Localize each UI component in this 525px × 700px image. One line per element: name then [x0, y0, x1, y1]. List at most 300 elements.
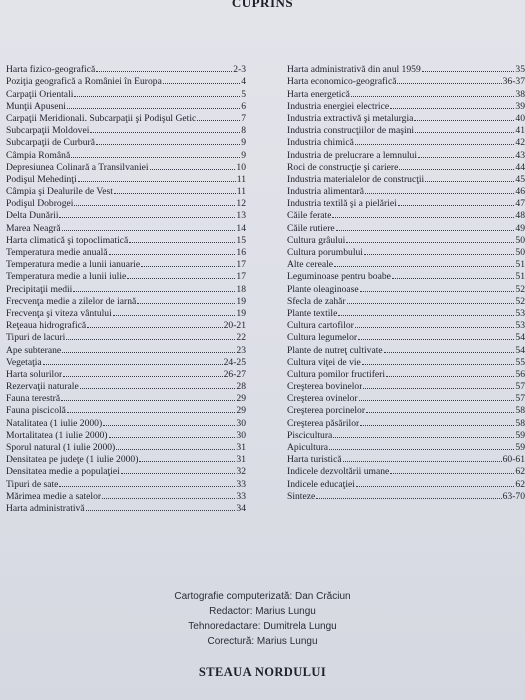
toc-entry-page: 51: [515, 271, 525, 283]
toc-entry-title: Temperatura medie a lunii iulie: [6, 271, 127, 283]
toc-entry-title: Frecvenţa şi viteza vântului: [6, 307, 112, 319]
toc-entry-page: 12: [236, 198, 246, 210]
toc-entry-page: 30: [236, 417, 246, 429]
credit-line-typesetting: Tehnoredactare: Dumitrela Lungu: [188, 621, 337, 632]
dot-leader: [384, 352, 515, 353]
dot-leader: [364, 254, 514, 255]
toc-entry-page: 28: [236, 381, 246, 393]
toc-entry: [287, 295, 525, 307]
toc-entry: [287, 429, 525, 441]
toc-entry-title: Precipitaţii medii: [6, 283, 73, 295]
toc-entry-title: Industria de prelucrare a lemnului: [287, 149, 417, 161]
toc-entry: [287, 246, 525, 258]
toc-entry-title: Harta administrativă: [6, 502, 85, 514]
toc-entry-title: Carpaţii Meridionali. Subcarpaţii şi Podişul Getic: [6, 112, 197, 124]
toc-entry-title: Alte cereale: [287, 259, 334, 271]
dot-leader: [362, 364, 515, 365]
toc-entry: [287, 136, 525, 148]
toc-entry-title: Podişul Mehedinţi: [6, 173, 77, 185]
toc-entry-page: 62: [515, 478, 525, 490]
toc-entry-page: 54: [515, 332, 525, 344]
toc-entry-title: Temperatura medie anuală: [6, 247, 108, 258]
toc-entry: [6, 331, 246, 343]
toc-entry-page: 7: [241, 112, 246, 124]
credit-line-cartography: Cartografie computerizată: Dan Crăciun: [174, 591, 351, 602]
toc-entry-page: 22: [236, 332, 246, 344]
toc-entry-title: Vegetaţia: [6, 356, 42, 368]
toc-entry-page: 47: [515, 198, 525, 210]
toc-entry: [6, 136, 246, 148]
toc-entry-title: Căile rutiere: [287, 222, 335, 234]
dot-leader: [197, 120, 240, 121]
toc-entry-page: 44: [515, 161, 525, 173]
toc-entry-title: Cultura viţei de vie: [287, 356, 361, 368]
toc-entry: [6, 465, 246, 477]
publisher-name: STEAUA NORDULUI: [198, 665, 327, 679]
toc-entry-page: 6: [241, 100, 246, 112]
toc-entry-title: Podişul Dobrogei: [6, 198, 74, 210]
toc-entry-title: Subcarpaţii de Curbură: [6, 137, 95, 149]
dot-leader: [116, 449, 235, 450]
toc-entry-title: Plante textile: [287, 307, 338, 319]
toc-entry: [6, 87, 246, 99]
toc-entry-page: 50: [515, 247, 525, 258]
toc-entry-title: Harta energetică: [287, 88, 350, 100]
credits-block: [0, 589, 525, 649]
dot-leader: [67, 412, 235, 413]
toc-entry-page: 62: [515, 466, 525, 478]
toc-entry: [6, 295, 246, 307]
toc-entry: [6, 453, 246, 465]
dot-leader: [355, 327, 515, 328]
toc-entry: [6, 221, 246, 233]
toc-entry-title: Căile ferate: [287, 210, 332, 222]
toc-entry-page: 16: [236, 247, 246, 258]
toc-entry-page: 2-3: [233, 64, 246, 76]
toc-entry: [287, 441, 525, 453]
toc-entry-title: Plante oleaginoase: [287, 283, 359, 295]
dot-leader: [139, 461, 235, 462]
toc-entry-title: Fauna terestră: [6, 393, 61, 405]
toc-entry: [287, 258, 525, 270]
toc-entry-page: 35: [515, 64, 525, 76]
toc-entry-title: Sfecla de zahăr: [287, 295, 346, 307]
toc-entry-page: 60-61: [502, 454, 525, 466]
toc-entry: [287, 124, 525, 136]
toc-entry: [287, 63, 525, 75]
toc-right-column: [287, 63, 525, 502]
toc-entry: [287, 465, 525, 477]
toc-entry-page: 26-27: [223, 368, 246, 380]
toc-entry: [6, 356, 246, 368]
toc-entry-page: 55: [515, 356, 525, 368]
toc-entry: [287, 453, 525, 465]
dot-leader: [61, 400, 235, 401]
toc-entry: [287, 282, 525, 294]
dot-leader: [90, 132, 240, 133]
dot-leader: [360, 425, 514, 426]
dot-leader: [386, 376, 514, 377]
toc-entry: [287, 490, 525, 502]
dot-leader: [80, 388, 236, 389]
toc-entry-title: Temperatura medie a lunii ianuarie: [6, 259, 141, 271]
toc-entry-page: 19: [236, 295, 246, 307]
dot-leader: [399, 169, 514, 170]
toc-entry-page: 58: [515, 417, 525, 429]
toc-entry: [287, 477, 525, 489]
dot-leader: [163, 83, 240, 84]
toc-entry: [6, 502, 246, 514]
toc-entry-title: Industria textilă şi a pielăriei: [287, 198, 397, 210]
dot-leader: [392, 278, 515, 279]
toc-entry-page: 29: [236, 393, 246, 405]
toc-entry-title: Industria chimică: [287, 137, 354, 149]
toc-entry-page: 57: [515, 381, 525, 393]
toc-entry: [6, 490, 246, 502]
toc-entry-page: 54: [515, 344, 525, 356]
toc-entry-title: Mărimea medie a satelor: [6, 490, 102, 502]
toc-entry: [6, 441, 246, 453]
toc-entry-page: 18: [236, 283, 246, 295]
toc-entry-title: Harta economico-geografică: [287, 76, 397, 88]
toc-entry: [287, 87, 525, 99]
toc-entry-page: 14: [236, 222, 246, 234]
toc-entry: [6, 234, 246, 246]
toc-entry-page: 48: [515, 210, 525, 222]
dot-leader: [74, 96, 240, 97]
dot-leader: [43, 364, 223, 365]
dot-leader: [141, 266, 235, 267]
toc-entry-title: Creşterea bovinelor: [287, 381, 363, 393]
toc-entry: [6, 319, 246, 331]
dot-leader: [347, 303, 515, 304]
toc-entry-title: Leguminoase pentru boabe: [287, 271, 391, 283]
toc-entry-page: 24-25: [223, 356, 246, 368]
toc-entry: [287, 197, 525, 209]
toc-entry-title: Cultura legumelor: [287, 332, 358, 344]
toc-entry-page: 59: [515, 429, 525, 441]
toc-entry: [6, 197, 246, 209]
toc-entry-title: Poziţia geografică a României în Europa: [6, 76, 162, 88]
toc-entry-page: 31: [236, 454, 246, 466]
toc-entry: [287, 368, 525, 380]
credit-line-editor: Redactor: Marius Lungu: [209, 606, 316, 617]
toc-entry-title: Câmpia Română: [6, 149, 71, 161]
toc-entry-page: 50: [515, 234, 525, 246]
toc-entry: [287, 307, 525, 319]
toc-entry-page: 33: [236, 478, 246, 490]
dot-leader: [113, 315, 236, 316]
toc-entry-page: 57: [515, 393, 525, 405]
toc-entry-title: Roci de construcţie şi cariere: [287, 161, 399, 173]
toc-entry: [287, 148, 525, 160]
toc-entry: [287, 185, 525, 197]
dot-leader: [73, 291, 235, 292]
toc-entry-title: Cultura porumbului: [287, 247, 363, 258]
toc-entry-page: 29: [236, 405, 246, 417]
toc-entry-page: 5: [241, 88, 246, 100]
toc-entry-title: Marea Neagră: [6, 222, 61, 234]
toc-entry-title: Cultura cartofilor: [287, 320, 354, 332]
dot-leader: [78, 181, 236, 182]
toc-entry-title: Cultura pomilor fructiferi: [287, 368, 386, 380]
dot-leader: [333, 437, 514, 438]
dot-leader: [418, 157, 514, 158]
toc-entry-title: Frecvenţa medie a zilelor de iarnă: [6, 295, 137, 307]
dot-leader: [422, 71, 515, 72]
toc-entry: [6, 416, 246, 428]
toc-entry: [287, 221, 525, 233]
dot-leader: [74, 205, 235, 206]
toc-entry: [6, 270, 246, 282]
toc-entry-page: 17: [236, 259, 246, 271]
toc-entry-page: 19: [236, 307, 246, 319]
dot-leader: [415, 132, 514, 133]
dot-leader: [425, 181, 514, 182]
dot-leader: [366, 412, 514, 413]
toc-entry-page: 52: [515, 295, 525, 307]
toc-entry-title: Tipuri de lacuri: [6, 332, 66, 344]
toc-entry: [6, 100, 246, 112]
toc-entry-title: Natalitatea (1 iulie 2000): [6, 417, 103, 429]
dot-leader: [363, 388, 514, 389]
toc-entry-title: Industria extractivă şi metalurgia: [287, 112, 414, 124]
dot-leader: [359, 400, 515, 401]
toc-entry-title: Delta Dunării: [6, 210, 59, 222]
toc-entry-title: Fauna piscicolă: [6, 405, 66, 417]
toc-entry-title: Plante de nutreţ cultivate: [287, 344, 383, 356]
toc-entry-title: Harta solurilor: [6, 368, 63, 380]
toc-entry: [6, 404, 246, 416]
dot-leader: [414, 120, 514, 121]
toc-entry-page: 42: [515, 137, 525, 149]
toc-entry-page: 30: [236, 429, 246, 441]
toc-entry-title: Harta administrativă din anul 1959: [287, 64, 421, 76]
toc-entry-title: Industria energiei electrice: [287, 100, 390, 112]
dot-leader: [390, 108, 514, 109]
toc-entry-page: 40: [515, 112, 525, 124]
dot-leader: [96, 71, 232, 72]
dot-leader: [397, 83, 501, 84]
toc-left-column: [6, 63, 246, 514]
toc-entry-page: 9: [241, 149, 246, 161]
toc-entry: [287, 319, 525, 331]
toc-entry-title: Câmpia şi Dealurile de Vest: [6, 186, 113, 198]
toc-entry-title: Mortalitatea (1 iulie 2000): [6, 429, 108, 441]
dot-leader: [356, 486, 514, 487]
dot-leader: [150, 169, 236, 170]
toc-entry-title: Apicultura: [287, 442, 329, 453]
toc-entry: [6, 392, 246, 404]
dot-leader: [121, 473, 236, 474]
toc-entry: [6, 258, 246, 270]
dot-leader: [343, 461, 502, 462]
toc-entry-title: Harta fizico-geografică: [6, 64, 96, 76]
toc-entry-page: 58: [515, 405, 525, 417]
dot-leader: [360, 291, 515, 292]
toc-entry: [6, 282, 246, 294]
dot-leader: [338, 315, 514, 316]
dot-leader: [109, 254, 236, 255]
dot-leader: [87, 327, 222, 328]
toc-entry-page: 41: [515, 125, 525, 137]
toc-entry-page: 17: [236, 271, 246, 283]
toc-entry-page: 9: [241, 137, 246, 149]
toc-entry-page: 11: [236, 186, 246, 198]
toc-entry: [287, 331, 525, 343]
toc-entry: [287, 270, 525, 282]
toc-entry-page: 39: [515, 100, 525, 112]
toc-entry: [287, 100, 525, 112]
dot-leader: [71, 157, 240, 158]
toc-entry-page: 63-70: [502, 490, 525, 502]
toc-entry: [287, 416, 525, 428]
toc-entry-page: 51: [515, 259, 525, 271]
toc-title: CUPRINS: [231, 0, 294, 10]
toc-entry-title: Harta climatică şi topoclimatică: [6, 234, 129, 246]
toc-entry-title: Piscicultura: [287, 429, 333, 441]
dot-leader: [332, 217, 514, 218]
toc-entry-title: Sinteze: [287, 490, 316, 502]
toc-entry-page: 59: [515, 442, 525, 453]
toc-entry-page: 46: [515, 186, 525, 198]
dot-leader: [351, 96, 514, 97]
toc-entry: [287, 356, 525, 368]
toc-entry-title: Harta turistică: [287, 454, 342, 466]
toc-entry-page: 8: [241, 125, 246, 137]
dot-leader: [316, 498, 501, 499]
toc-entry-title: Tipuri de sate: [6, 478, 59, 490]
dot-leader: [390, 473, 514, 474]
dot-leader: [346, 242, 514, 243]
toc-entry-title: Rezervaţii naturale: [6, 381, 79, 393]
toc-entry-page: 11: [236, 173, 246, 185]
toc-entry-page: 38: [515, 88, 525, 100]
toc-entry-title: Depresiunea Colinară a Transilvaniei: [6, 161, 149, 173]
toc-entry: [6, 185, 246, 197]
dot-leader: [358, 339, 514, 340]
toc-entry-page: 34: [236, 502, 246, 514]
toc-entry-page: 13: [236, 210, 246, 222]
toc-entry: [6, 209, 246, 221]
toc-entry-title: Industria materialelor de construcţii: [287, 173, 425, 185]
toc-entry: [6, 124, 246, 136]
toc-entry: [6, 75, 246, 87]
toc-entry-page: 53: [515, 320, 525, 332]
toc-entry-title: Subcarpaţii Moldovei: [6, 125, 90, 137]
toc-entry: [287, 380, 525, 392]
dot-leader: [336, 230, 515, 231]
dot-leader: [137, 303, 235, 304]
toc-entry: [6, 343, 246, 355]
toc-entry: [287, 112, 525, 124]
dot-leader: [109, 437, 236, 438]
toc-entry: [6, 429, 246, 441]
toc-entry-page: 33: [236, 490, 246, 502]
toc-entry-title: Sporul natural (1 iulie 2000): [6, 442, 116, 453]
dot-leader: [59, 486, 235, 487]
dot-leader: [127, 278, 235, 279]
toc-entry: [6, 368, 246, 380]
toc-entry: [287, 161, 525, 173]
toc-entry-title: Reţeaua hidrografică: [6, 320, 87, 332]
toc-entry-title: Densitatea medie a populaţiei: [6, 466, 120, 478]
toc-entry-page: 43: [515, 149, 525, 161]
toc-entry-page: 15: [236, 234, 246, 246]
toc-entry-page: 53: [515, 307, 525, 319]
toc-entry: [287, 343, 525, 355]
dot-leader: [62, 352, 235, 353]
dot-leader: [96, 144, 240, 145]
toc-entry: [287, 392, 525, 404]
toc-entry-title: Carpaţii Orientali: [6, 88, 74, 100]
toc-entry-page: 36-37: [502, 76, 525, 88]
dot-leader: [59, 217, 235, 218]
toc-entry: [287, 404, 525, 416]
toc-entry: [287, 75, 525, 87]
toc-entry-page: 52: [515, 283, 525, 295]
toc-entry-page: 56: [515, 368, 525, 380]
dot-leader: [129, 242, 235, 243]
toc-entry: [6, 112, 246, 124]
dot-leader: [66, 339, 235, 340]
dot-leader: [365, 193, 514, 194]
toc-entry-page: 32: [236, 466, 246, 478]
toc-entry: [287, 173, 525, 185]
toc-entry-title: Creşterea porcinelor: [287, 405, 366, 417]
toc-entry-title: Ape subterane: [6, 344, 62, 356]
toc-entry-title: Creşterea ovinelor: [287, 393, 358, 405]
dot-leader: [62, 230, 236, 231]
toc-entry-title: Densitatea pe judeţe (1 iulie 2000): [6, 454, 139, 466]
dot-leader: [63, 376, 222, 377]
toc-entry-title: Cultura grâului: [287, 234, 346, 246]
toc-entry-page: 10: [236, 161, 246, 173]
toc-entry: [6, 173, 246, 185]
toc-entry: [6, 380, 246, 392]
toc-entry: [287, 234, 525, 246]
toc-entry: [6, 246, 246, 258]
dot-leader: [102, 498, 235, 499]
dot-leader: [334, 266, 514, 267]
dot-leader: [86, 510, 236, 511]
toc-entry-page: 4: [241, 76, 246, 88]
toc-entry-page: 31: [236, 442, 246, 453]
dot-leader: [103, 425, 235, 426]
toc-entry-title: Industria alimentară: [287, 186, 364, 198]
toc-entry-page: 45: [515, 173, 525, 185]
dot-leader: [67, 108, 240, 109]
toc-entry: [6, 148, 246, 160]
toc-entry: [6, 477, 246, 489]
toc-entry-title: Indicele dezvoltării umane: [287, 466, 390, 478]
toc-entry-title: Indicele educaţiei: [287, 478, 355, 490]
toc-entry-title: Creşterea păsărilor: [287, 417, 360, 429]
dot-leader: [355, 144, 515, 145]
toc-entry: [6, 307, 246, 319]
toc-entry-title: Industria construcţiilor de maşini: [287, 125, 415, 137]
dot-leader: [329, 449, 514, 450]
toc-entry-title: Munţii Apuseni: [6, 100, 66, 112]
dot-leader: [114, 193, 236, 194]
credit-line-proofreading: Corectură: Marius Lungu: [207, 636, 318, 647]
toc-entry: [287, 209, 525, 221]
toc-entry: [6, 161, 246, 173]
toc-entry-page: 23: [236, 344, 246, 356]
toc-entry-page: 49: [515, 222, 525, 234]
dot-leader: [398, 205, 515, 206]
toc-entry: [6, 63, 246, 75]
